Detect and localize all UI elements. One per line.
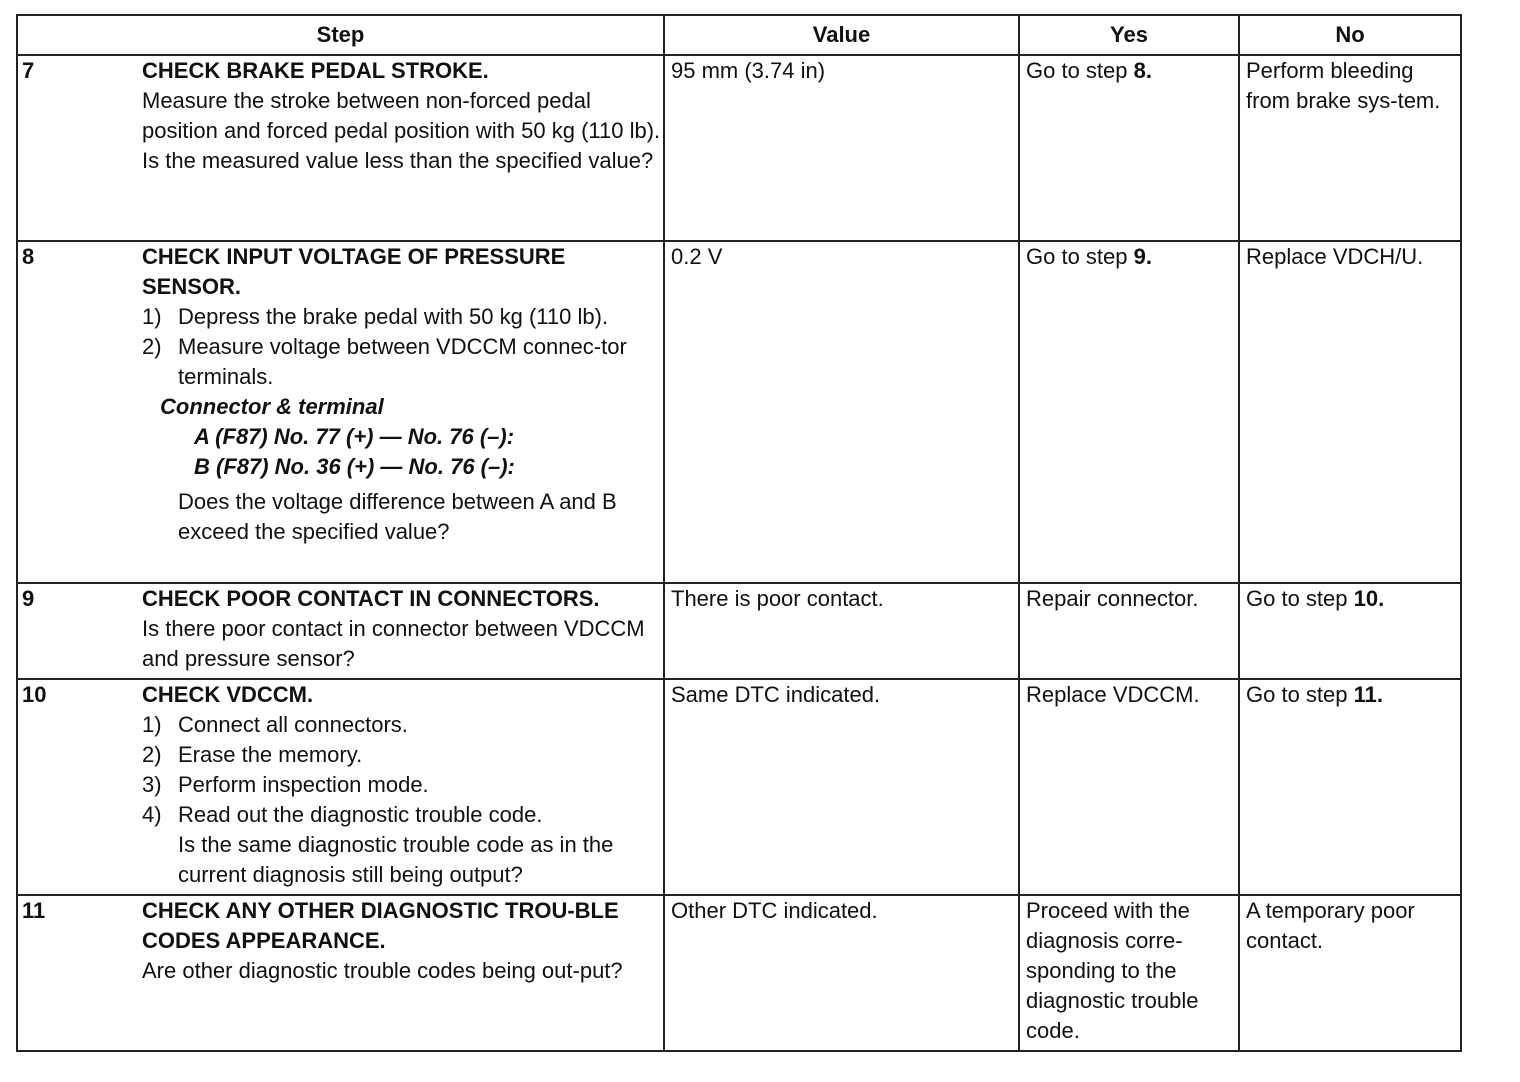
step-cell (17, 583, 664, 679)
step-instruction: Measure the stroke between non-forced pedal position and forced pedal position with 50 kg (110 lb). (142, 88, 661, 143)
table-row (17, 55, 1461, 241)
sub-step-list (142, 710, 663, 830)
yes-cell (1019, 895, 1239, 1051)
yes-cell (1019, 55, 1239, 241)
header-step: Step (17, 15, 664, 55)
sub-step-index: 1) (142, 304, 162, 329)
step-number: 7 (22, 58, 35, 83)
yes-cell (1019, 241, 1239, 583)
no-text: Perform bleeding from brake sys-tem. (1246, 58, 1441, 113)
sub-step-text: Perform inspection mode. (178, 772, 429, 797)
step-number: 10 (22, 682, 47, 707)
sub-step-text: Depress the brake pedal with 50 kg (110 lb). (178, 304, 609, 329)
step-question: Are other diagnostic trouble codes being out-put? (142, 958, 623, 983)
table-row (17, 241, 1461, 583)
step-number: 8 (22, 244, 35, 269)
connector-label: Connector & terminal (160, 394, 384, 419)
value-text: Other DTC indicated. (671, 898, 878, 923)
connector-terminal-block (142, 392, 663, 482)
no-text: A temporary poor contact. (1246, 898, 1415, 953)
yes-cell (1019, 679, 1239, 895)
step-title: CHECK BRAKE PEDAL STROKE. (142, 58, 489, 83)
no-prefix: Go to step (1246, 682, 1354, 707)
no-cell (1239, 55, 1461, 241)
sub-step-text: Read out the diagnostic trouble code. (178, 802, 543, 827)
yes-cell (1019, 583, 1239, 679)
no-step-ref: 11. (1353, 682, 1383, 707)
yes-text: Proceed with the diagnosis corre-sponding to the diagnostic trouble code. (1026, 898, 1199, 1043)
diagnostic-table (16, 14, 1462, 1052)
step-title: CHECK VDCCM. (142, 682, 314, 707)
step-number: 9 (22, 586, 35, 611)
sub-step-index: 1) (142, 712, 162, 737)
value-cell (664, 55, 1019, 241)
yes-step-ref: 9. (1133, 244, 1152, 269)
no-cell (1239, 679, 1461, 895)
step-title: CHECK INPUT VOLTAGE OF PRESSURE SENSOR. (142, 244, 566, 299)
yes-step-ref: 8. (1133, 58, 1152, 83)
list-item (142, 302, 663, 332)
list-item (142, 740, 663, 770)
value-cell (664, 679, 1019, 895)
sub-step-index: 2) (142, 742, 162, 767)
no-text: Replace VDCH/U. (1246, 244, 1424, 269)
value-text: 95 mm (3.74 in) (671, 58, 826, 83)
no-cell (1239, 241, 1461, 583)
yes-text: Replace VDCCM. (1026, 682, 1200, 707)
list-item (142, 710, 663, 740)
step-number: 11 (22, 898, 46, 923)
yes-prefix: Go to step (1026, 58, 1134, 83)
list-item (142, 332, 663, 392)
sub-step-text: Measure voltage between VDCCM connec-tor terminals. (178, 334, 627, 389)
step-cell (17, 895, 664, 1051)
value-text: Same DTC indicated. (671, 682, 881, 707)
yes-text: Repair connector. (1026, 586, 1199, 611)
sub-step-index: 2) (142, 334, 162, 359)
no-step-ref: 10. (1353, 586, 1385, 611)
no-cell (1239, 895, 1461, 1051)
sub-step-index: 4) (142, 802, 162, 827)
list-item (142, 770, 663, 800)
table-row (17, 679, 1461, 895)
header-no: No (1239, 15, 1461, 55)
sub-step-text: Erase the memory. (178, 742, 363, 767)
connector-a: A (F87) No. 77 (+) — No. 76 (–): (194, 424, 515, 449)
header-value: Value (664, 15, 1019, 55)
connector-b: B (F87) No. 36 (+) — No. 76 (–): (194, 454, 515, 479)
value-text: 0.2 V (671, 244, 723, 269)
table-row (17, 895, 1461, 1051)
list-item (142, 800, 663, 830)
no-cell (1239, 583, 1461, 679)
step-question: Is the measured value less than the specified value? (142, 148, 654, 173)
step-question: Is the same diagnostic trouble code as in the current diagnosis still being output? (178, 832, 614, 887)
value-text: There is poor contact. (671, 586, 884, 611)
value-cell (664, 241, 1019, 583)
no-prefix: Go to step (1246, 586, 1354, 611)
sub-step-text: Connect all connectors. (178, 712, 408, 737)
step-question: Does the voltage difference between A and B exceed the specified value? (178, 489, 617, 544)
step-title: CHECK POOR CONTACT IN CONNECTORS. (142, 586, 600, 611)
yes-prefix: Go to step (1026, 244, 1134, 269)
step-title: CHECK ANY OTHER DIAGNOSTIC TROU-BLE CODES APPEARANCE. (142, 898, 619, 953)
sub-step-index: 3) (142, 772, 162, 797)
step-cell (17, 55, 664, 241)
value-cell (664, 895, 1019, 1051)
step-cell (17, 241, 664, 583)
step-cell (17, 679, 664, 895)
header-row (17, 15, 1461, 55)
table-row (17, 583, 1461, 679)
header-yes: Yes (1019, 15, 1239, 55)
step-question: Is there poor contact in connector between VDCCM and pressure sensor? (142, 616, 645, 671)
sub-step-list (142, 302, 663, 392)
value-cell (664, 583, 1019, 679)
